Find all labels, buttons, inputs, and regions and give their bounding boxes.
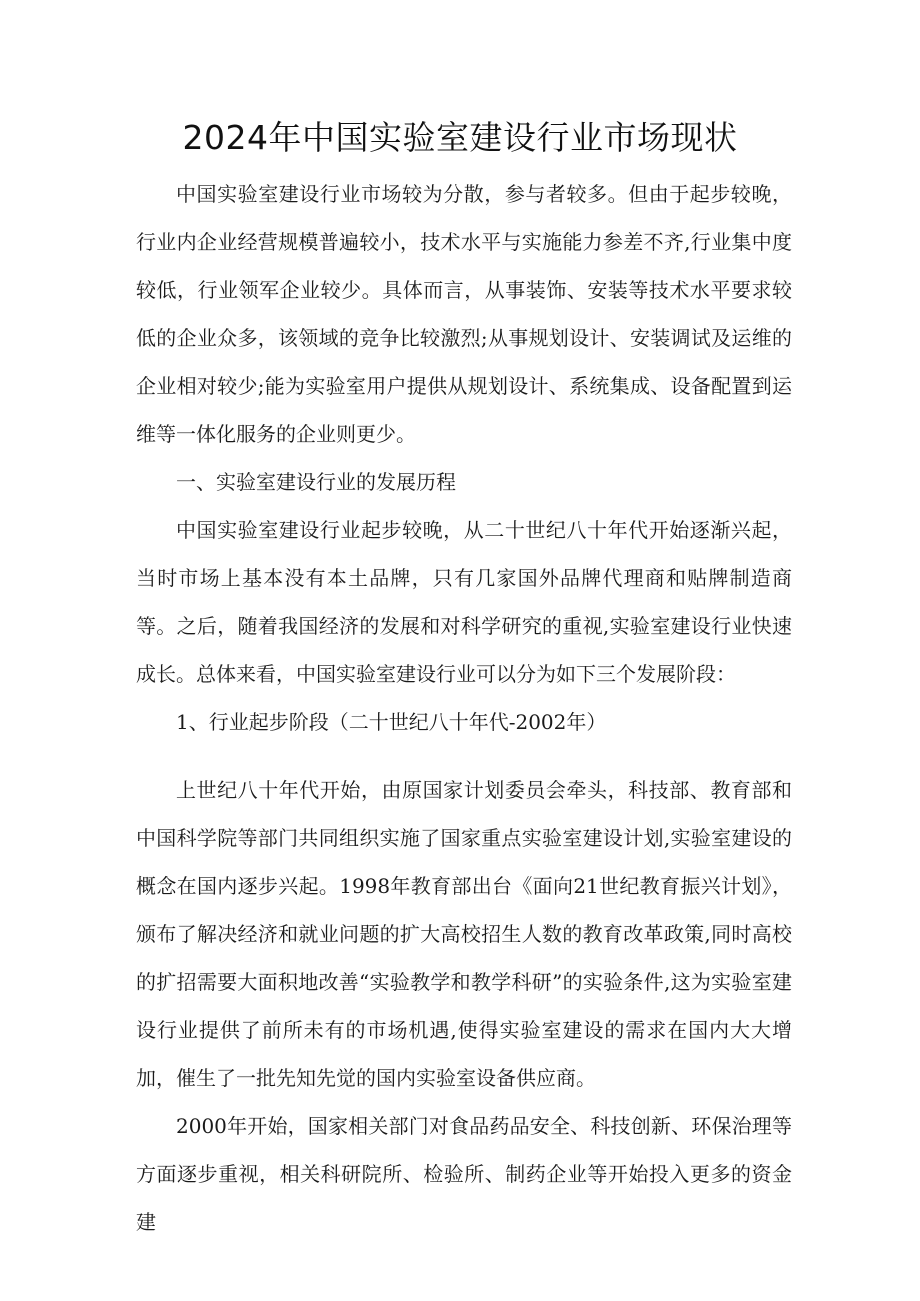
starting-stage-paragraph: 上世纪八十年代开始，由原国家计划委员会牵头，科技部、教育部和中国科学院等部门共同组织实施了国家重点实验室建设计划,实验室建设的概念在国内逐步兴起。1998年教育部出台《面向21世纪教育振兴计划》，颁布了解决经济和就业问题的扩大高校招生人数的教育改革政策,同时高校的扩招需要大面积地改善“实验教学和教学科研”的实验条件,这为实验室建设行业提供了前所未有的市场机遇,使得实验室建设的需求在国内大大增加，催生了一批先知先觉的国内实验室设备供应商。 xyxy=(136,778,792,1090)
subsection-heading-starting-stage: 1、行业起步阶段（二十世纪八十年代-2002年） xyxy=(176,710,607,734)
intro-paragraph: 中国实验室建设行业市场较为分散，参与者较多。但由于起步较晚，行业内企业经营规模普遍较小，技术水平与实施能力参差不齐,行业集中度较低，行业领军企业较少。具体而言，从事装饰、安装等技术水平要求较低的企业众多，该领域的竞争比较激烈;从事规划设计、安装调试及运维的企业相对较少;能为实验室用户提供从规划设计、系统集成、设备配置到运维等一体化服务的企业则更少。 xyxy=(136,182,792,446)
year-2000-paragraph: 2000年开始，国家相关部门对食品药品安全、科技创新、环保治理等方面逐步重视，相关科研院所、检验所、制药企业等开始投入更多的资金建 xyxy=(136,1114,792,1234)
development-history-paragraph: 中国实验室建设行业起步较晚，从二十世纪八十年代开始逐渐兴起，当时市场上基本没有本土品牌，只有几家国外品牌代理商和贴牌制造商等。之后，随着我国经济的发展和对科学研究的重视,实验室建设行业快速成长。总体来看，中国实验室建设行业可以分为如下三个发展阶段： xyxy=(136,518,792,686)
document-title: 2024年中国实验室建设行业市场现状 xyxy=(182,118,738,157)
section-heading-development-history: 一、实验室建设行业的发展历程 xyxy=(176,470,456,494)
